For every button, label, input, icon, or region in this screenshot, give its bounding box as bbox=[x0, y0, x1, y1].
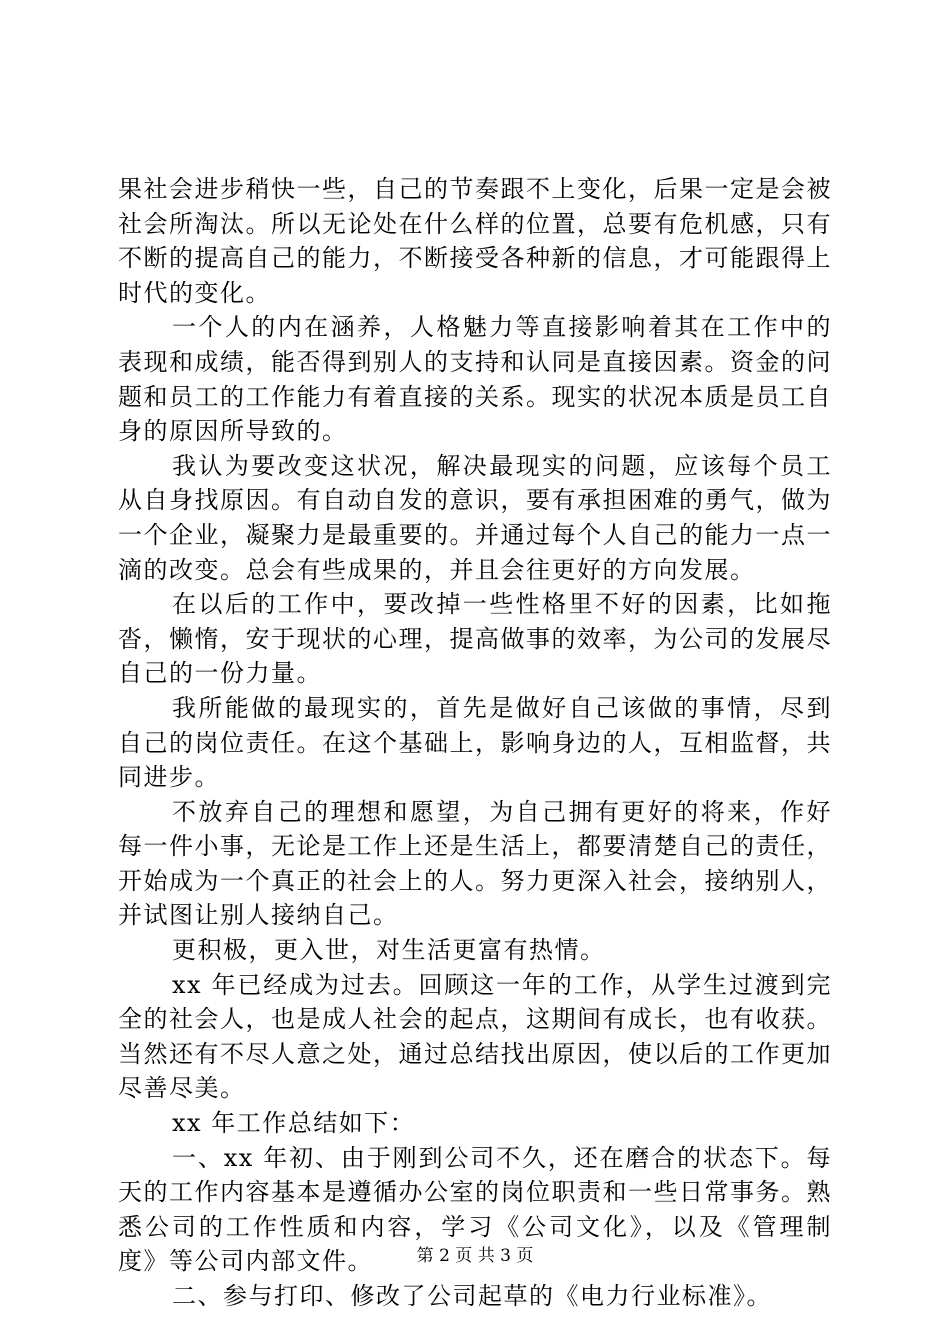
paragraph-do-my-part: 我所能做的最现实的，首先是做好自己该做的事情，尽到自己的岗位责任。在这个基础上，影响身边的人，互相监督，共同进步。 bbox=[118, 693, 832, 792]
paragraph-ideals: 不放弃自己的理想和愿望，为自己拥有更好的将来，作好每一件小事，无论是工作上还是生活上，都要清楚自己的责任，开始成为一个真正的社会上的人。努力更深入社会，接纳别人，并试图让别人接纳自己。 bbox=[118, 797, 832, 930]
paragraph-item-one: 一、xx 年初、由于刚到公司不久，还在磨合的状态下。每天的工作内容基本是遵循办公室的岗位职责和一些日常事务。熟悉公司的工作性质和内容，学习《公司文化》，以及《管理制度》等公司内部文件。 bbox=[118, 1143, 832, 1276]
paragraph-change-situation: 我认为要改变这状况，解决最现实的问题，应该每个员工从自身找原因。有自动自发的意识，要有承担困难的勇气，做为一个企业，凝聚力是最重要的。并通过每个人自己的能力一点一滴的改变。总会有些成果的，并且会往更好的方向发展。 bbox=[118, 451, 832, 584]
paragraph-future-work: 在以后的工作中，要改掉一些性格里不好的因素，比如拖沓，懒惰，安于现状的心理，提高做事的效率，为公司的发展尽自己的一份力量。 bbox=[118, 590, 832, 688]
paragraph-inner-cultivation: 一个人的内在涵养，人格魅力等直接影响着其在工作中的表现和成绩，能否得到别人的支持和认同是直接因素。资金的问题和员工的工作能力有着直接的关系。现实的状况本质是员工自身的原因所导致的。 bbox=[118, 313, 832, 446]
document-body bbox=[118, 172, 832, 1314]
page-number-footer: 第 2 页 共 3 页 bbox=[416, 1246, 534, 1266]
paragraph-continuation: 果社会进步稍快一些，自己的节奏跟不上变化，后果一定是会被社会所淘汰。所以无论处在什么样的位置，总要有危机感，只有不断的提高自己的能力，不断接受各种新的信息，才可能跟得上时代的变化。 bbox=[118, 175, 832, 307]
paragraph-summary-heading: xx 年工作总结如下： bbox=[172, 1109, 416, 1138]
paragraph-more-positive: 更积极，更入世，对生活更富有热情。 bbox=[172, 936, 606, 965]
paragraph-item-two: 二、参与打印、修改了公司起草的《电力行业标准》。 bbox=[172, 1282, 772, 1310]
paragraph-year-review: xx 年已经成为过去。回顾这一年的工作，从学生过渡到完全的社会人，也是成人社会的起点，这期间有成长，也有收获。当然还有不尽人意之处，通过总结找出原因，使以后的工作更加尽善尽美。 bbox=[118, 970, 832, 1103]
